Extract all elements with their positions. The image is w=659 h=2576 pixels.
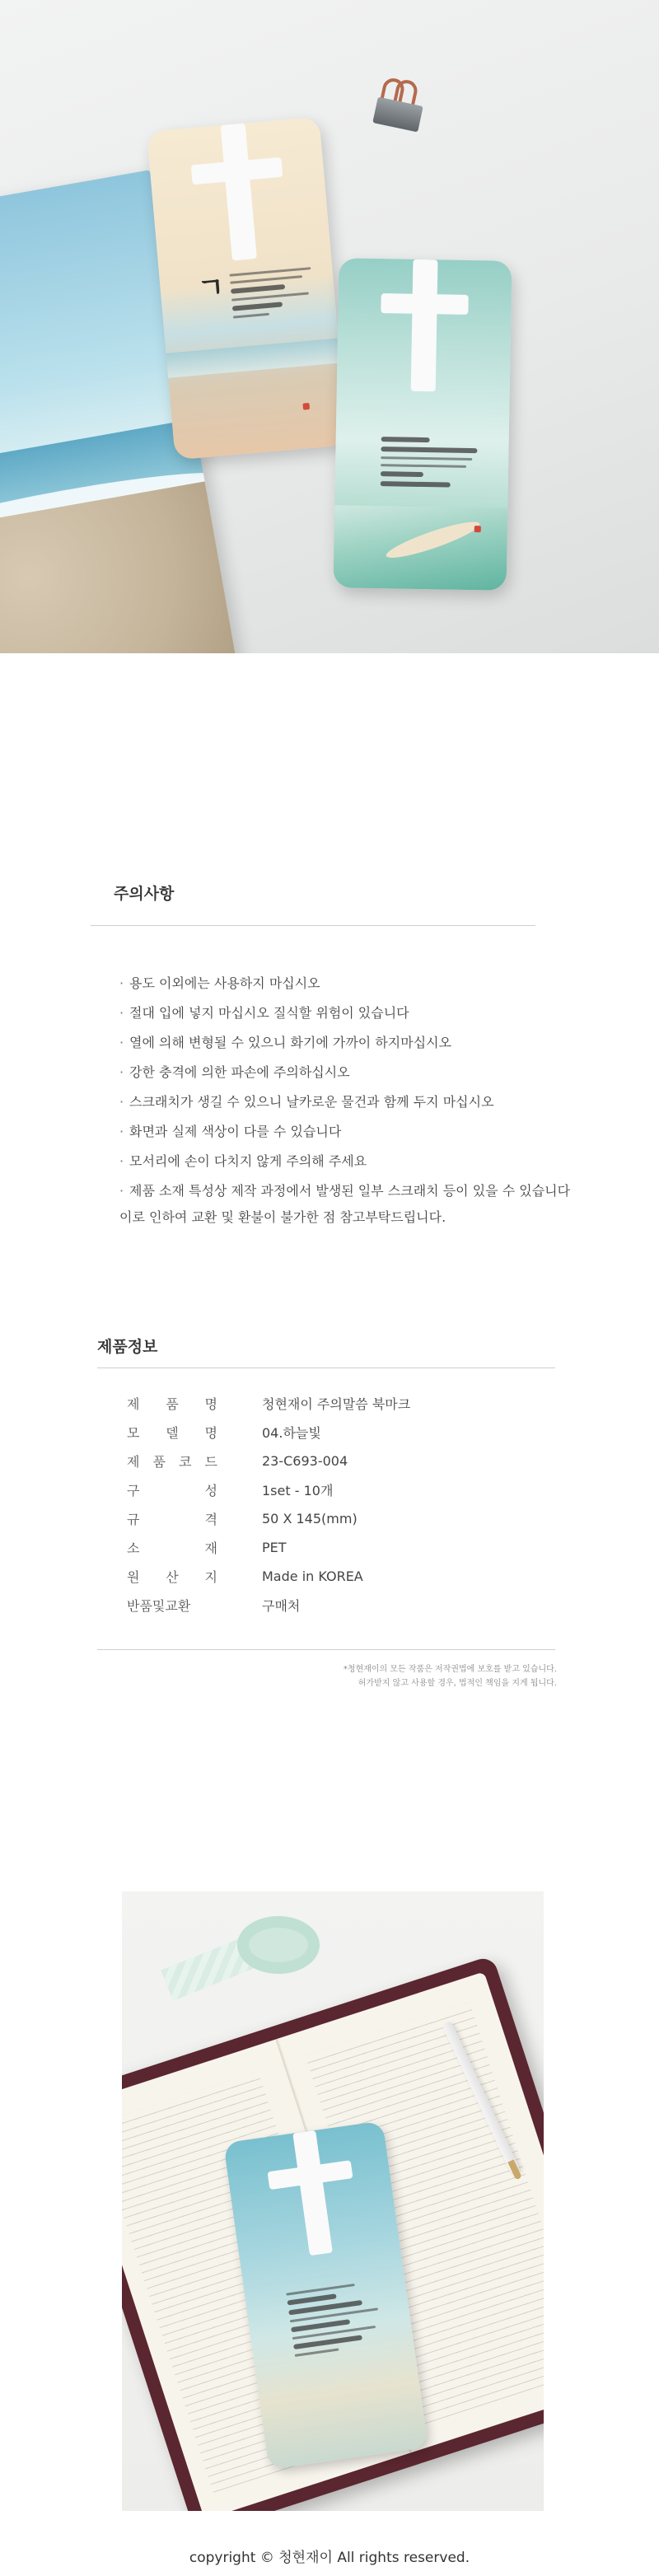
info-value: 1set - 10개 bbox=[262, 1483, 334, 1498]
table-row bbox=[97, 1418, 555, 1447]
caution-note: 이로 인하여 교환 및 환불이 불가한 점 참고부탁드립니다. bbox=[119, 1209, 446, 1225]
info-value: Made in KOREA bbox=[262, 1569, 363, 1584]
washi-tape-icon bbox=[221, 1916, 320, 2007]
caution-list bbox=[119, 969, 614, 1206]
table-row bbox=[97, 1389, 555, 1418]
list-item: · 모서리에 손이 다치지 않게 주의해 주세요 bbox=[119, 1153, 367, 1169]
calligraphy-lines bbox=[381, 432, 488, 493]
divider bbox=[91, 925, 535, 926]
table-row bbox=[97, 1562, 555, 1591]
list-item: · 열에 의해 변형될 수 있으니 화기에 가까이 하지마십시오 bbox=[119, 1035, 452, 1050]
info-key: 반품및교환 bbox=[127, 1598, 191, 1614]
hero-product-photo bbox=[0, 0, 659, 653]
caution-title: 주의사항 bbox=[114, 885, 175, 903]
calligraphy-mark: ㄱ bbox=[196, 270, 227, 306]
info-value: 23-C693-004 bbox=[262, 1453, 348, 1469]
bookmark-in-bible-photo bbox=[122, 1891, 544, 2511]
bookmark-image-sand bbox=[147, 117, 348, 461]
info-key: 구 성 bbox=[127, 1483, 217, 1498]
product-info-title: 제품정보 bbox=[97, 1338, 158, 1356]
info-value: 50 X 145(mm) bbox=[262, 1511, 358, 1526]
seal-stamp bbox=[302, 403, 310, 410]
table-row bbox=[97, 1447, 555, 1475]
list-item: · 스크래치가 생길 수 있으니 날카로운 물건과 함께 두지 마십시오 bbox=[119, 1094, 494, 1110]
list-item: · 용도 이외에는 사용하지 마십시오 bbox=[119, 975, 320, 991]
product-info-table bbox=[97, 1389, 555, 1620]
info-value: 청현재이 주의말씀 북마크 bbox=[262, 1396, 411, 1412]
info-key: 규 격 bbox=[127, 1512, 217, 1527]
calligraphy-lines bbox=[229, 261, 324, 323]
list-item: · 절대 입에 넣지 마십시오 질식할 위험이 있습니다 bbox=[119, 1005, 409, 1021]
list-item: · 화면과 실제 색상이 다를 수 있습니다 bbox=[119, 1124, 342, 1139]
info-value: 04.하늘빛 bbox=[262, 1425, 321, 1441]
info-key: 모 델 명 bbox=[127, 1425, 217, 1441]
info-key: 제 품 코 드 bbox=[127, 1454, 217, 1470]
divider bbox=[97, 1367, 555, 1368]
divider bbox=[97, 1649, 555, 1650]
table-row bbox=[97, 1591, 555, 1620]
footer-copyright: copyright © 청현재이 All rights reserved. bbox=[189, 2550, 470, 2566]
seal-stamp bbox=[474, 526, 481, 532]
list-item: · 강한 충격에 의한 파손에 주의하십시오 bbox=[119, 1064, 350, 1080]
info-key: 원 산 지 bbox=[127, 1569, 217, 1585]
table-row bbox=[97, 1533, 555, 1562]
copyright-notice: *청현재이의 모든 작품은 저작권법에 보호를 받고 있습니다. 허가받지 않고 사용할 경우, 법적인 책임을 지게 됩니다. bbox=[343, 1665, 557, 1688]
table-row bbox=[97, 1504, 555, 1533]
calligraphy-lines bbox=[285, 2274, 393, 2362]
binder-clip-icon bbox=[375, 78, 421, 128]
list-item: · 제품 소재 특성상 제작 과정에서 발생된 일부 스크래치 등이 있을 수 있습니다 bbox=[119, 1183, 571, 1199]
bookmark-image-sea bbox=[334, 258, 512, 591]
table-row bbox=[97, 1475, 555, 1504]
info-value: 구매처 bbox=[262, 1598, 301, 1614]
info-value: PET bbox=[262, 1540, 287, 1555]
info-key: 제 품 명 bbox=[127, 1396, 217, 1412]
info-key: 소 재 bbox=[127, 1540, 217, 1556]
